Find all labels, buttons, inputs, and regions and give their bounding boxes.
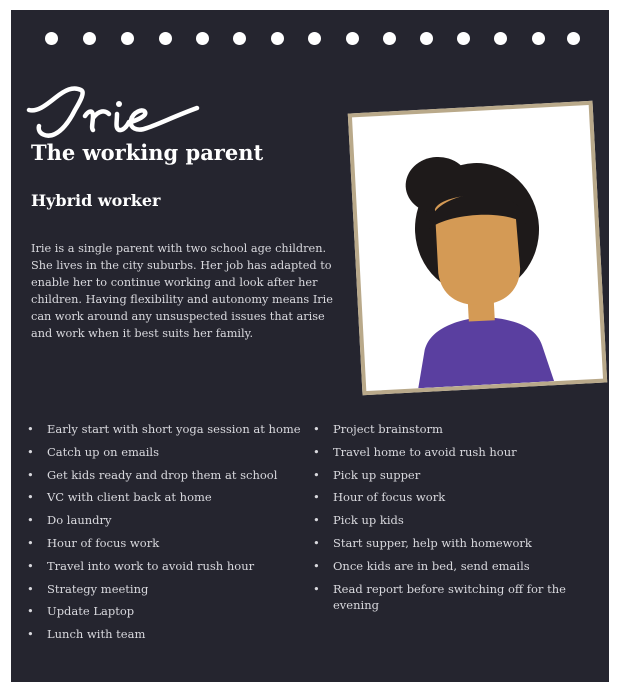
persona-subtitle: Hybrid worker [31,191,161,210]
list-item: • Pick up kids [307,512,607,528]
binder-hole-icon [83,32,96,45]
list-item: • Get kids ready and drop them at school [21,467,311,483]
binder-hole-icon [45,32,58,45]
list-item: • Travel home to avoid rush hour [307,444,607,460]
schedule-list-right [307,421,607,619]
binder-hole-icon [457,32,470,45]
list-item: • Hour of focus work [307,489,607,505]
list-item: • Update Laptop [21,603,311,619]
list-item: • Early start with short yoga session at home [21,421,311,437]
schedule-list-left [21,421,311,649]
binder-hole-icon [567,32,580,45]
binder-holes [11,10,609,70]
list-item: • VC with client back at home [21,489,311,505]
binder-hole-icon [420,32,433,45]
persona-photo-frame [348,101,607,395]
list-item: • Read report before switching off for the evening [307,581,607,613]
list-item: • Catch up on emails [21,444,311,460]
list-item: • Project brainstorm [307,421,607,437]
persona-title: The working parent [31,140,264,165]
handwritten-name-icon [25,76,205,146]
binder-hole-icon [494,32,507,45]
binder-hole-icon [196,32,209,45]
list-item: • Strategy meeting [21,581,311,597]
list-item: • Do laundry [21,512,311,528]
binder-hole-icon [271,32,284,45]
persona-bio: Irie is a single parent with two school age children. She lives in the city suburbs. Her job has adapted to enable her to continue working and look after her children. Having flexibility and autonomy means Irie can work around any unsuspected issues that arise and work when it best suits her family. [31,242,333,340]
binder-hole-icon [233,32,246,45]
persona-name-script [25,76,205,146]
binder-hole-icon [383,32,396,45]
list-item: • Start supper, help with homework [307,535,607,551]
binder-hole-icon [532,32,545,45]
list-item: • Hour of focus work [21,535,311,551]
list-item: • Lunch with team [21,626,311,642]
binder-hole-icon [346,32,359,45]
avatar-illustration-icon [352,105,603,391]
list-item: • Pick up supper [307,467,607,483]
binder-hole-icon [308,32,321,45]
binder-hole-icon [159,32,172,45]
binder-hole-icon [121,32,134,45]
list-item: • Once kids are in bed, send emails [307,558,607,574]
persona-card [11,10,609,682]
list-item: • Travel into work to avoid rush hour [21,558,311,574]
